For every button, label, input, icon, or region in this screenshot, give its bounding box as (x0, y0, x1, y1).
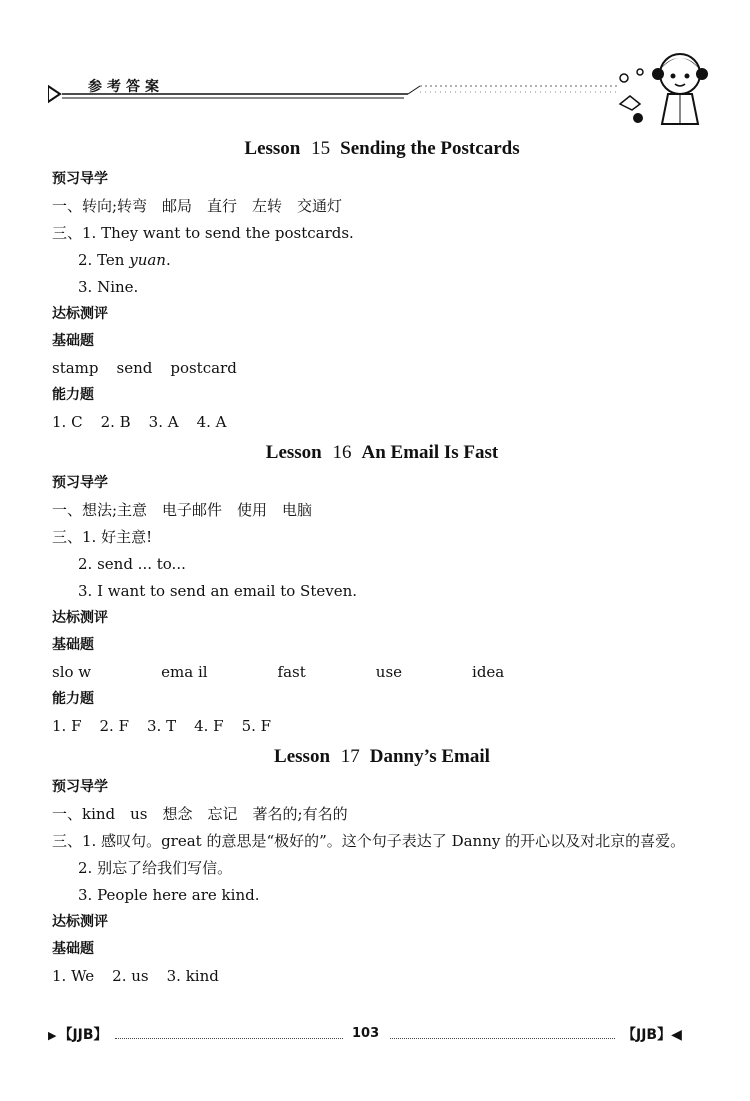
answer-line: 三、1. 好主意! (52, 528, 153, 546)
lesson-title: Lesson 17 Danny’s Email (274, 746, 490, 767)
section-label: 预习导学 (52, 171, 108, 187)
section-label: 能力题 (52, 387, 94, 403)
lesson-title: Lesson 16 An Email Is Fast (265, 442, 499, 463)
page-footer (0, 1010, 750, 1070)
answer-line: 2. Ten yuan. (78, 251, 171, 269)
section-label: 达标测评 (52, 914, 108, 930)
answer-line: 3. I want to send an email to Steven. (78, 582, 358, 600)
word-answers: slo w ema il fast use idea (52, 663, 505, 681)
answer-line: 一、想法;主意 电子邮件 使用 电脑 (52, 501, 313, 519)
answer-line: 2. 别忘了给我们写信。 (78, 859, 233, 877)
footer-right-tag: 【JJB】◀ (622, 1027, 682, 1043)
answer-content (52, 132, 712, 990)
answer-line: 3. People here are kind. (78, 886, 260, 904)
header-title: 参考答案 (88, 79, 164, 95)
section-label: 能力题 (52, 691, 94, 707)
answer-line: 一、转向;转弯 邮局 直行 左转 交通灯 (52, 197, 343, 215)
section-label: 预习导学 (52, 475, 108, 491)
section-label: 基础题 (52, 333, 94, 349)
triangle-icon: ▶ (48, 1029, 57, 1042)
word-answers: stamp send postcard (52, 359, 237, 377)
footer-left-tag: ▶ 【JJB】 (48, 1027, 108, 1043)
lesson-title: Lesson 15 Sending the Postcards (244, 138, 520, 159)
triangle-icon: ◀ (671, 1027, 682, 1043)
answer-line: 3. Nine. (78, 278, 139, 296)
section-label: 达标测评 (52, 610, 108, 626)
girl-mascot-icon (610, 44, 720, 134)
page-header (0, 0, 750, 130)
answer-line: 2. send ... to... (78, 555, 186, 573)
word-answers: 1. We 2. us 3. kind (52, 967, 219, 985)
section-label: 预习导学 (52, 779, 108, 795)
answer-line: 三、1. They want to send the postcards. (52, 224, 354, 242)
footer-dotted-rule (390, 1038, 615, 1039)
judge-answers: 1. F 2. F 3. T 4. F 5. F (52, 717, 272, 735)
answer-line: 一、kind us 想念 忘记 著名的;有名的 (52, 805, 348, 823)
section-label: 达标测评 (52, 306, 108, 322)
section-label: 基础题 (52, 637, 94, 653)
answer-line: 三、1. 感叹句。great 的意思是“极好的”。这个句子表达了 Danny 的开心以及对北京的喜爱。 (52, 832, 686, 850)
choice-answers: 1. C 2. B 3. A 4. A (52, 413, 227, 431)
footer-dotted-rule (115, 1038, 343, 1039)
section-label: 基础题 (52, 941, 94, 957)
page-number: 103 (352, 1026, 380, 1041)
